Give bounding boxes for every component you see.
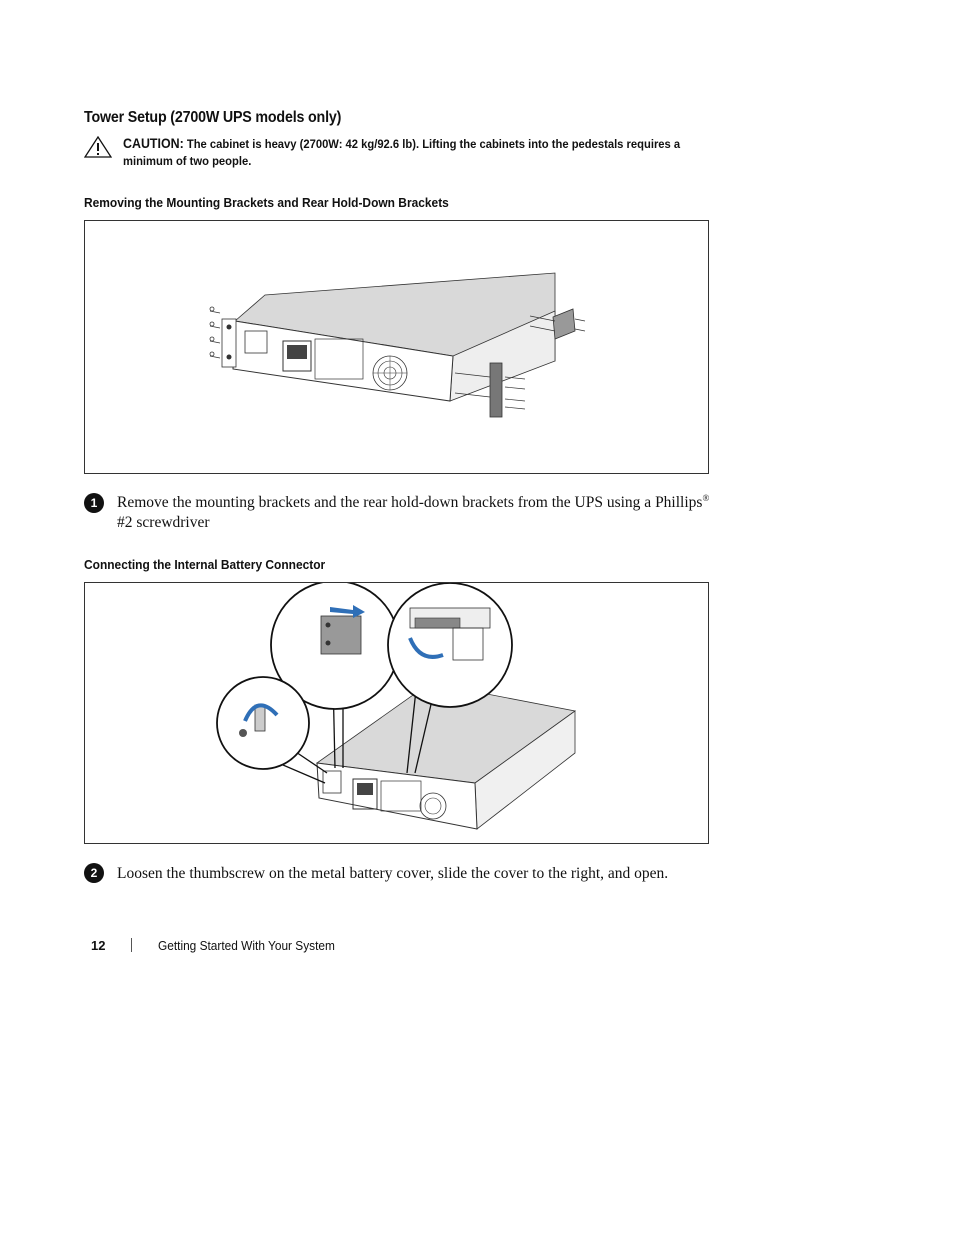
step-2-instruction: Loosen the thumbscrew on the metal battery cover, slide the cover to the right, and open. (117, 865, 669, 882)
footer-title: Getting Started With Your System (158, 939, 335, 953)
step-1-instruction (117, 493, 737, 533)
step-number-1: 1 (84, 493, 104, 513)
page-heading: Tower Setup (2700W UPS models only) (84, 109, 342, 126)
caution-triangle-icon (84, 136, 112, 158)
step-1-text-main: Remove the mounting brackets and the rear hold-down brackets from the UPS using a Phillips (117, 494, 703, 511)
subheading-battery-connector: Connecting the Internal Battery Connector (84, 557, 326, 572)
ups-bracket-illustration (85, 221, 708, 473)
subheading-remove-brackets: Removing the Mounting Brackets and Rear Hold-Down Brackets (84, 195, 449, 210)
caution-label: CAUTION: (123, 136, 184, 151)
step-number-2: 2 (84, 863, 104, 883)
figure-battery-connector (84, 582, 709, 844)
step-1-text-tail: #2 screwdriver (117, 514, 210, 531)
battery-cover-illustration (85, 583, 708, 843)
caution-body: The cabinet is heavy (2700W: 42 kg/92.6 lb). Lifting the cabinets into the pedestals requires a minimum of two people. (123, 137, 681, 168)
figure-remove-brackets (84, 220, 709, 474)
page-number: 12 (91, 938, 106, 953)
caution-notice (123, 135, 721, 170)
registered-mark: ® (702, 493, 710, 503)
footer-separator (131, 938, 132, 952)
